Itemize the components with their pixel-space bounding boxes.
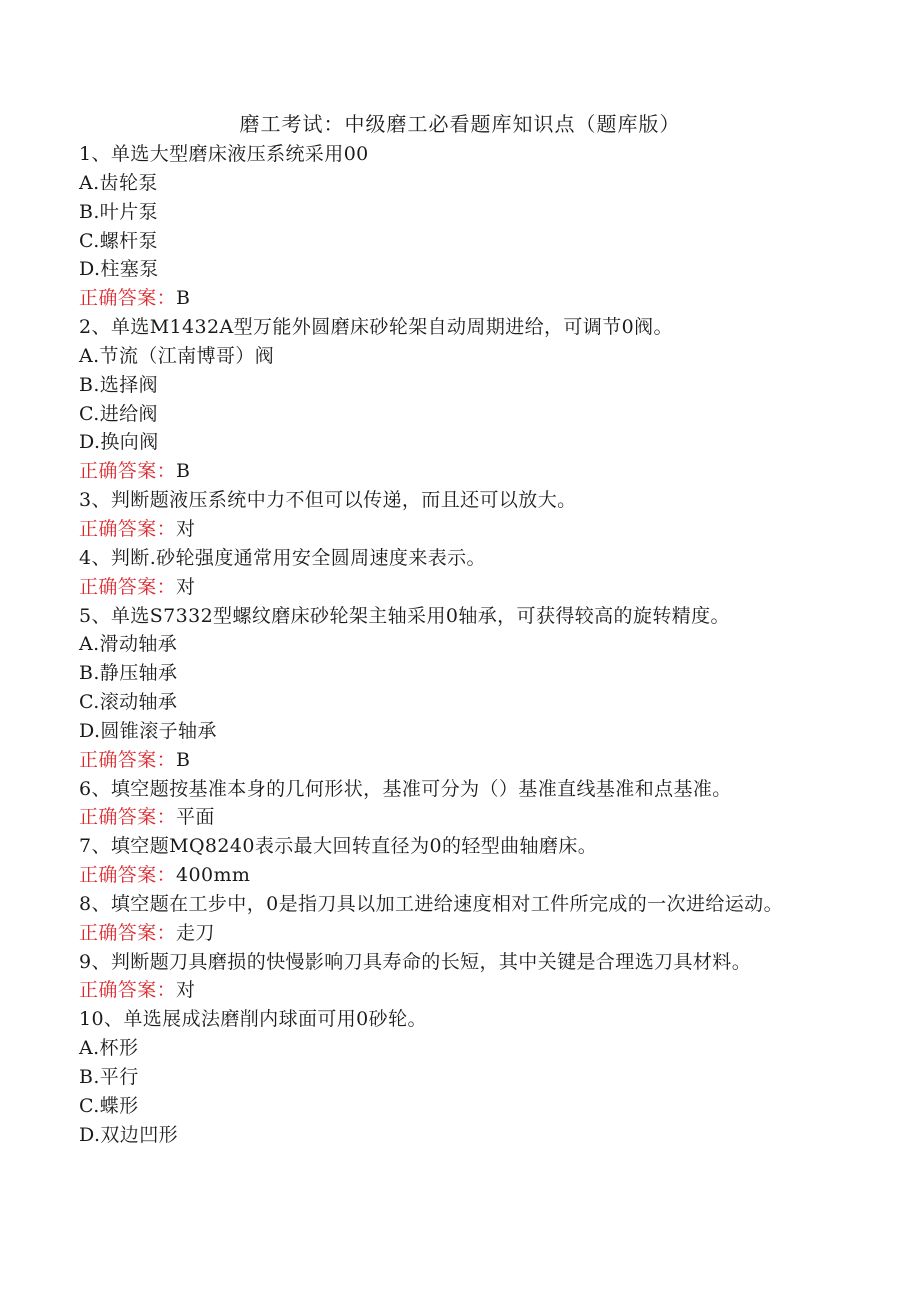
question-text: 1、单选大型磨床液压系统采用00 <box>79 143 369 165</box>
question-block <box>79 775 849 833</box>
correct-answer-line <box>79 746 849 775</box>
answer-option: B.平行 <box>79 1066 139 1088</box>
correct-answer-label: 正确答案： <box>79 979 177 1002</box>
answer-option: D.圆锥滚子轴承 <box>79 719 217 742</box>
correct-answer-label: 正确答案： <box>79 864 177 887</box>
answer-option: C.蝶形 <box>79 1094 139 1117</box>
correct-answer-label: 正确答案： <box>79 575 177 598</box>
correct-answer-label: 正确答案： <box>79 921 177 944</box>
question-text: 10、单选展成法磨削内球面可用0砂轮。 <box>79 1008 427 1031</box>
answer-option: B.静压轴承 <box>79 662 178 685</box>
question-text: 2、单选M1432A型万能外圆磨床砂轮架自动周期进给，可调节0阀。 <box>79 316 673 339</box>
answer-option: B.叶片泵 <box>79 200 159 223</box>
correct-answer-label: 正确答案： <box>79 748 177 771</box>
correct-answer-value: 走刀 <box>176 921 215 944</box>
correct-answer-value: 平面 <box>176 806 215 829</box>
correct-answer-line <box>79 803 849 832</box>
question-block <box>79 1005 849 1149</box>
question-block <box>79 948 849 1006</box>
correct-answer-line <box>79 457 849 486</box>
correct-answer-label: 正确答案： <box>79 806 177 829</box>
correct-answer-line <box>79 919 849 948</box>
correct-answer-value: 400mm <box>176 864 251 887</box>
correct-answer-value: 对 <box>176 517 196 540</box>
correct-answer-label: 正确答案： <box>79 287 177 310</box>
answer-option: B.选择阀 <box>79 373 159 396</box>
question-text: 3、判断题液压系统中力不但可以传递，而且还可以放大。 <box>79 489 577 512</box>
question-text: 6、填空题按基准本身的几何形状，基准可分为（）基准直线基准和点基准。 <box>79 777 732 800</box>
question-text: 4、判断.砂轮强度通常用安全圆周速度来表示。 <box>79 546 486 569</box>
correct-answer-line <box>79 861 849 890</box>
question-block <box>79 313 849 486</box>
question-text: 7、填空题MQ8240表示最大回转直径为0的轻型曲轴磨床。 <box>79 835 598 858</box>
question-block <box>79 544 849 602</box>
answer-option: C.滚动轴承 <box>79 691 178 714</box>
answer-option: A.节流（江南博哥）阀 <box>79 344 275 367</box>
answer-option: A.滑动轴承 <box>79 633 178 656</box>
correct-answer-value: 对 <box>176 575 196 598</box>
correct-answer-line <box>79 515 849 544</box>
question-text: 5、单选S7332型螺纹磨床砂轮架主轴采用0轴承，可获得较高的旋转精度。 <box>79 604 730 627</box>
answer-option: C.螺杆泵 <box>79 229 158 252</box>
correct-answer-line <box>79 976 849 1005</box>
question-block <box>79 140 849 313</box>
question-block <box>79 486 849 544</box>
correct-answer-value: B <box>176 287 191 310</box>
question-text: 8、填空题在工步中，0是指刀具以加工进给速度相对工件所完成的一次进给运动。 <box>79 892 783 915</box>
answer-option: D.柱塞泵 <box>79 258 159 281</box>
question-block <box>79 890 849 948</box>
answer-option: A.齿轮泵 <box>79 171 158 194</box>
correct-answer-value: B <box>176 748 191 771</box>
correct-answer-value: 对 <box>176 979 196 1002</box>
answer-option: D.换向阀 <box>79 431 159 454</box>
question-block <box>79 832 849 890</box>
question-list <box>79 140 849 1150</box>
correct-answer-line <box>79 573 849 602</box>
question-text: 9、判断题刀具磨损的快慢影响刀具寿命的长短，其中关键是合理选刀具材料。 <box>79 950 752 973</box>
correct-answer-label: 正确答案： <box>79 517 177 540</box>
correct-answer-line <box>79 284 849 313</box>
answer-option: D.双边凹形 <box>79 1123 178 1146</box>
answer-option: A.杯形 <box>79 1037 139 1060</box>
correct-answer-value: B <box>176 460 191 483</box>
answer-option: C.进给阀 <box>79 402 158 425</box>
question-block <box>79 602 849 775</box>
correct-answer-label: 正确答案： <box>79 460 177 483</box>
page-title: 磨工考试：中级磨工必看题库知识点（题库版） <box>239 112 681 136</box>
